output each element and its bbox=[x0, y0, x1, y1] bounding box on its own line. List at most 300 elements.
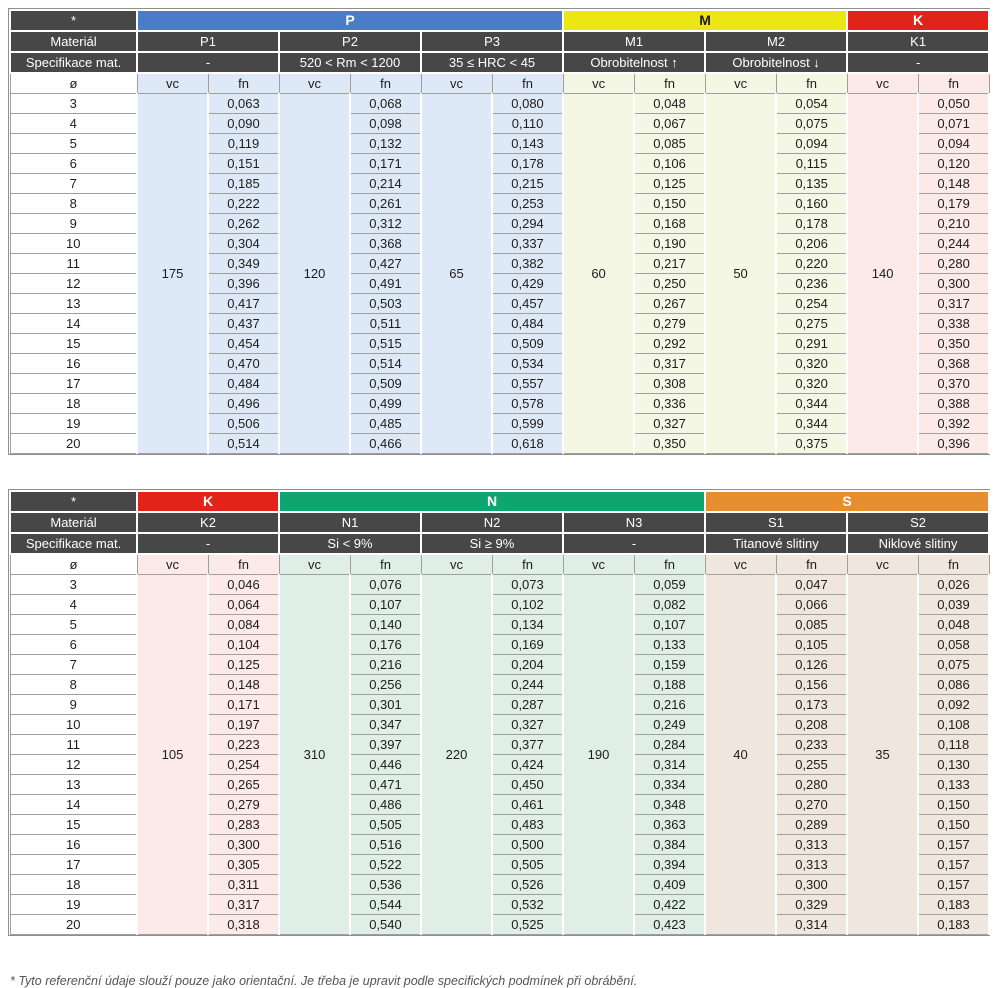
fn-value-S1: 0,329 bbox=[776, 895, 847, 915]
fn-value-K2: 0,064 bbox=[208, 595, 279, 615]
fn-value-S2: 0,157 bbox=[918, 855, 989, 875]
material-col-header-S1: S1 bbox=[705, 512, 847, 533]
spec-cell-M1: Obrobitelnost ↑ bbox=[563, 52, 705, 73]
fn-value-K2: 0,305 bbox=[208, 855, 279, 875]
fn-value-S2: 0,130 bbox=[918, 755, 989, 775]
material-group-band-S: S bbox=[705, 491, 989, 512]
diameter-cell: 4 bbox=[10, 114, 137, 134]
fn-value-P2: 0,509 bbox=[350, 374, 421, 394]
fn-value-M1: 0,317 bbox=[634, 354, 705, 374]
fn-value-P1: 0,506 bbox=[208, 414, 279, 434]
vc-header-P1: vc bbox=[137, 73, 208, 94]
fn-value-K1: 0,050 bbox=[918, 94, 989, 114]
fn-header-P3: fn bbox=[492, 73, 563, 94]
fn-value-M1: 0,168 bbox=[634, 214, 705, 234]
material-col-header-P2: P2 bbox=[279, 31, 421, 52]
fn-value-M2: 0,344 bbox=[776, 414, 847, 434]
fn-value-P2: 0,491 bbox=[350, 274, 421, 294]
diameter-cell: 5 bbox=[10, 134, 137, 154]
vc-value-M2: 50 bbox=[705, 94, 776, 454]
material-group-band-K: K bbox=[137, 491, 279, 512]
fn-value-P3: 0,484 bbox=[492, 314, 563, 334]
vc-value-P3: 65 bbox=[421, 94, 492, 454]
fn-value-P2: 0,132 bbox=[350, 134, 421, 154]
fn-value-M2: 0,320 bbox=[776, 374, 847, 394]
fn-value-N3: 0,422 bbox=[634, 895, 705, 915]
fn-value-M1: 0,308 bbox=[634, 374, 705, 394]
fn-value-M2: 0,094 bbox=[776, 134, 847, 154]
fn-value-S2: 0,150 bbox=[918, 795, 989, 815]
fn-value-M2: 0,220 bbox=[776, 254, 847, 274]
fn-value-N3: 0,314 bbox=[634, 755, 705, 775]
fn-value-K2: 0,311 bbox=[208, 875, 279, 895]
spec-cell-K1: - bbox=[847, 52, 989, 73]
diameter-cell: 19 bbox=[10, 414, 137, 434]
fn-header-P2: fn bbox=[350, 73, 421, 94]
fn-value-N1: 0,536 bbox=[350, 875, 421, 895]
fn-value-K2: 0,125 bbox=[208, 655, 279, 675]
fn-value-M1: 0,217 bbox=[634, 254, 705, 274]
fn-value-K1: 0,244 bbox=[918, 234, 989, 254]
fn-value-K1: 0,350 bbox=[918, 334, 989, 354]
diameter-cell: 16 bbox=[10, 354, 137, 374]
vc-value-N2: 220 bbox=[421, 575, 492, 935]
fn-value-K1: 0,317 bbox=[918, 294, 989, 314]
fn-value-K1: 0,388 bbox=[918, 394, 989, 414]
fn-value-P1: 0,119 bbox=[208, 134, 279, 154]
vc-value-N1: 310 bbox=[279, 575, 350, 935]
material-col-header-K1: K1 bbox=[847, 31, 989, 52]
fn-value-K2: 0,148 bbox=[208, 675, 279, 695]
material-row-label: Materiál bbox=[10, 31, 137, 52]
fn-value-S1: 0,233 bbox=[776, 735, 847, 755]
fn-value-N2: 0,450 bbox=[492, 775, 563, 795]
fn-value-N2: 0,204 bbox=[492, 655, 563, 675]
spec-cell-P2: 520 < Rm < 1200 bbox=[279, 52, 421, 73]
material-group-band-M: M bbox=[563, 10, 847, 31]
fn-value-N2: 0,525 bbox=[492, 915, 563, 935]
fn-value-K2: 0,254 bbox=[208, 755, 279, 775]
fn-value-K2: 0,318 bbox=[208, 915, 279, 935]
diameter-cell: 6 bbox=[10, 154, 137, 174]
fn-value-P2: 0,515 bbox=[350, 334, 421, 354]
fn-value-S1: 0,289 bbox=[776, 815, 847, 835]
fn-value-N3: 0,188 bbox=[634, 675, 705, 695]
data-table-2 bbox=[8, 489, 990, 936]
fn-value-N1: 0,522 bbox=[350, 855, 421, 875]
material-col-header-N3: N3 bbox=[563, 512, 705, 533]
diameter-cell: 15 bbox=[10, 334, 137, 354]
fn-value-S2: 0,118 bbox=[918, 735, 989, 755]
fn-value-P2: 0,499 bbox=[350, 394, 421, 414]
fn-value-P2: 0,171 bbox=[350, 154, 421, 174]
vc-value-K1: 140 bbox=[847, 94, 918, 454]
fn-value-P3: 0,215 bbox=[492, 174, 563, 194]
fn-value-N2: 0,505 bbox=[492, 855, 563, 875]
fn-value-K1: 0,280 bbox=[918, 254, 989, 274]
diameter-cell: 18 bbox=[10, 875, 137, 895]
vc-header-S2: vc bbox=[847, 554, 918, 575]
fn-value-M2: 0,054 bbox=[776, 94, 847, 114]
fn-value-N1: 0,471 bbox=[350, 775, 421, 795]
fn-value-P3: 0,457 bbox=[492, 294, 563, 314]
fn-value-P1: 0,437 bbox=[208, 314, 279, 334]
diameter-header: ø bbox=[10, 73, 137, 94]
material-group-band-K: K bbox=[847, 10, 989, 31]
fn-value-N2: 0,424 bbox=[492, 755, 563, 775]
fn-value-N1: 0,076 bbox=[350, 575, 421, 595]
fn-value-M1: 0,327 bbox=[634, 414, 705, 434]
fn-value-S2: 0,157 bbox=[918, 875, 989, 895]
fn-value-N2: 0,102 bbox=[492, 595, 563, 615]
fn-value-S2: 0,157 bbox=[918, 835, 989, 855]
vc-header-P2: vc bbox=[279, 73, 350, 94]
fn-value-M2: 0,291 bbox=[776, 334, 847, 354]
fn-value-S2: 0,026 bbox=[918, 575, 989, 595]
fn-value-N3: 0,363 bbox=[634, 815, 705, 835]
fn-value-N2: 0,327 bbox=[492, 715, 563, 735]
vc-value-P1: 175 bbox=[137, 94, 208, 454]
fn-value-P3: 0,618 bbox=[492, 434, 563, 454]
fn-value-S2: 0,150 bbox=[918, 815, 989, 835]
fn-value-N3: 0,409 bbox=[634, 875, 705, 895]
fn-value-N2: 0,073 bbox=[492, 575, 563, 595]
diameter-cell: 3 bbox=[10, 575, 137, 595]
fn-value-M1: 0,067 bbox=[634, 114, 705, 134]
fn-value-N3: 0,159 bbox=[634, 655, 705, 675]
fn-value-P1: 0,349 bbox=[208, 254, 279, 274]
fn-value-N2: 0,500 bbox=[492, 835, 563, 855]
fn-value-S1: 0,313 bbox=[776, 835, 847, 855]
fn-value-P2: 0,368 bbox=[350, 234, 421, 254]
spec-cell-K2: - bbox=[137, 533, 279, 554]
fn-value-P2: 0,098 bbox=[350, 114, 421, 134]
diameter-cell: 18 bbox=[10, 394, 137, 414]
diameter-cell: 16 bbox=[10, 835, 137, 855]
fn-value-M1: 0,250 bbox=[634, 274, 705, 294]
fn-value-N3: 0,107 bbox=[634, 615, 705, 635]
fn-value-S2: 0,058 bbox=[918, 635, 989, 655]
star-header-cell: * bbox=[10, 491, 137, 512]
material-col-header-N1: N1 bbox=[279, 512, 421, 533]
vc-header-N3: vc bbox=[563, 554, 634, 575]
fn-value-S1: 0,173 bbox=[776, 695, 847, 715]
fn-value-S1: 0,280 bbox=[776, 775, 847, 795]
fn-value-S1: 0,270 bbox=[776, 795, 847, 815]
diameter-cell: 7 bbox=[10, 655, 137, 675]
material-col-header-P1: P1 bbox=[137, 31, 279, 52]
material-col-header-P3: P3 bbox=[421, 31, 563, 52]
table-row bbox=[10, 94, 989, 114]
fn-value-K2: 0,265 bbox=[208, 775, 279, 795]
fn-value-P3: 0,337 bbox=[492, 234, 563, 254]
fn-value-M2: 0,254 bbox=[776, 294, 847, 314]
fn-value-S2: 0,075 bbox=[918, 655, 989, 675]
fn-value-N2: 0,532 bbox=[492, 895, 563, 915]
spec-cell-S1: Titanové slitiny bbox=[705, 533, 847, 554]
fn-value-N1: 0,446 bbox=[350, 755, 421, 775]
fn-value-K1: 0,370 bbox=[918, 374, 989, 394]
fn-header-N1: fn bbox=[350, 554, 421, 575]
footnote: * Tyto referenční údaje slouží pouze jako orientační. Je třeba je upravit podle specifických podmínek při obrábění. bbox=[10, 974, 638, 988]
fn-value-S2: 0,183 bbox=[918, 895, 989, 915]
fn-value-M1: 0,350 bbox=[634, 434, 705, 454]
fn-value-P1: 0,185 bbox=[208, 174, 279, 194]
fn-value-M1: 0,336 bbox=[634, 394, 705, 414]
vc-header-N1: vc bbox=[279, 554, 350, 575]
fn-value-M2: 0,236 bbox=[776, 274, 847, 294]
fn-value-P1: 0,063 bbox=[208, 94, 279, 114]
fn-value-K2: 0,279 bbox=[208, 795, 279, 815]
fn-value-S2: 0,108 bbox=[918, 715, 989, 735]
fn-header-M1: fn bbox=[634, 73, 705, 94]
fn-value-P2: 0,068 bbox=[350, 94, 421, 114]
fn-value-P2: 0,514 bbox=[350, 354, 421, 374]
fn-value-K1: 0,392 bbox=[918, 414, 989, 434]
fn-value-N2: 0,377 bbox=[492, 735, 563, 755]
fn-header-N2: fn bbox=[492, 554, 563, 575]
fn-value-M2: 0,115 bbox=[776, 154, 847, 174]
fn-value-N1: 0,544 bbox=[350, 895, 421, 915]
fn-value-K2: 0,223 bbox=[208, 735, 279, 755]
vc-value-P2: 120 bbox=[279, 94, 350, 454]
fn-value-S1: 0,066 bbox=[776, 595, 847, 615]
diameter-header: ø bbox=[10, 554, 137, 575]
diameter-cell: 17 bbox=[10, 855, 137, 875]
fn-value-N1: 0,301 bbox=[350, 695, 421, 715]
fn-value-N3: 0,384 bbox=[634, 835, 705, 855]
fn-value-M2: 0,320 bbox=[776, 354, 847, 374]
fn-value-P2: 0,312 bbox=[350, 214, 421, 234]
fn-value-M1: 0,279 bbox=[634, 314, 705, 334]
fn-value-M2: 0,275 bbox=[776, 314, 847, 334]
fn-value-M1: 0,292 bbox=[634, 334, 705, 354]
fn-value-M2: 0,160 bbox=[776, 194, 847, 214]
material-group-band-N: N bbox=[279, 491, 705, 512]
fn-value-K2: 0,084 bbox=[208, 615, 279, 635]
fn-value-K2: 0,171 bbox=[208, 695, 279, 715]
star-header-cell: * bbox=[10, 10, 137, 31]
fn-value-N1: 0,176 bbox=[350, 635, 421, 655]
diameter-cell: 12 bbox=[10, 274, 137, 294]
diameter-cell: 14 bbox=[10, 314, 137, 334]
diameter-cell: 13 bbox=[10, 775, 137, 795]
fn-value-P1: 0,396 bbox=[208, 274, 279, 294]
fn-value-S1: 0,208 bbox=[776, 715, 847, 735]
spec-cell-N3: - bbox=[563, 533, 705, 554]
fn-value-N3: 0,249 bbox=[634, 715, 705, 735]
material-col-header-K2: K2 bbox=[137, 512, 279, 533]
diameter-cell: 10 bbox=[10, 234, 137, 254]
fn-value-S1: 0,085 bbox=[776, 615, 847, 635]
fn-value-N1: 0,486 bbox=[350, 795, 421, 815]
fn-value-N2: 0,526 bbox=[492, 875, 563, 895]
vc-header-M2: vc bbox=[705, 73, 776, 94]
diameter-cell: 17 bbox=[10, 374, 137, 394]
fn-value-K1: 0,368 bbox=[918, 354, 989, 374]
fn-value-P1: 0,262 bbox=[208, 214, 279, 234]
vc-value-M1: 60 bbox=[563, 94, 634, 454]
fn-value-S1: 0,126 bbox=[776, 655, 847, 675]
vc-header-P3: vc bbox=[421, 73, 492, 94]
diameter-cell: 13 bbox=[10, 294, 137, 314]
material-row-label: Materiál bbox=[10, 512, 137, 533]
fn-value-P1: 0,151 bbox=[208, 154, 279, 174]
fn-value-K1: 0,179 bbox=[918, 194, 989, 214]
fn-value-P1: 0,090 bbox=[208, 114, 279, 134]
fn-value-P1: 0,417 bbox=[208, 294, 279, 314]
material-col-header-S2: S2 bbox=[847, 512, 989, 533]
fn-value-P1: 0,222 bbox=[208, 194, 279, 214]
fn-value-K2: 0,300 bbox=[208, 835, 279, 855]
fn-value-N1: 0,140 bbox=[350, 615, 421, 635]
vc-value-S1: 40 bbox=[705, 575, 776, 935]
diameter-cell: 19 bbox=[10, 895, 137, 915]
fn-value-N2: 0,483 bbox=[492, 815, 563, 835]
fn-value-N2: 0,287 bbox=[492, 695, 563, 715]
fn-value-P3: 0,382 bbox=[492, 254, 563, 274]
fn-value-N2: 0,244 bbox=[492, 675, 563, 695]
fn-value-S1: 0,047 bbox=[776, 575, 847, 595]
fn-value-K2: 0,104 bbox=[208, 635, 279, 655]
fn-value-M2: 0,344 bbox=[776, 394, 847, 414]
fn-value-K2: 0,046 bbox=[208, 575, 279, 595]
diameter-cell: 5 bbox=[10, 615, 137, 635]
fn-value-P2: 0,511 bbox=[350, 314, 421, 334]
fn-header-P1: fn bbox=[208, 73, 279, 94]
spec-row-label: Specifikace mat. bbox=[10, 533, 137, 554]
fn-value-M1: 0,125 bbox=[634, 174, 705, 194]
diameter-cell: 7 bbox=[10, 174, 137, 194]
fn-value-S2: 0,092 bbox=[918, 695, 989, 715]
fn-value-N3: 0,348 bbox=[634, 795, 705, 815]
fn-value-P2: 0,503 bbox=[350, 294, 421, 314]
fn-value-N3: 0,334 bbox=[634, 775, 705, 795]
fn-value-K1: 0,210 bbox=[918, 214, 989, 234]
fn-value-P1: 0,514 bbox=[208, 434, 279, 454]
fn-value-P3: 0,599 bbox=[492, 414, 563, 434]
fn-value-K1: 0,120 bbox=[918, 154, 989, 174]
fn-value-N1: 0,397 bbox=[350, 735, 421, 755]
fn-value-P2: 0,485 bbox=[350, 414, 421, 434]
fn-value-N3: 0,133 bbox=[634, 635, 705, 655]
fn-value-M1: 0,106 bbox=[634, 154, 705, 174]
fn-value-N3: 0,394 bbox=[634, 855, 705, 875]
spec-cell-P1: - bbox=[137, 52, 279, 73]
vc-header-S1: vc bbox=[705, 554, 776, 575]
fn-value-M1: 0,085 bbox=[634, 134, 705, 154]
fn-value-M2: 0,206 bbox=[776, 234, 847, 254]
spec-row-label: Specifikace mat. bbox=[10, 52, 137, 73]
fn-value-N1: 0,347 bbox=[350, 715, 421, 735]
fn-value-N2: 0,461 bbox=[492, 795, 563, 815]
fn-value-S2: 0,086 bbox=[918, 675, 989, 695]
fn-value-P2: 0,466 bbox=[350, 434, 421, 454]
cutting-data-tables bbox=[8, 8, 992, 936]
fn-value-P1: 0,484 bbox=[208, 374, 279, 394]
table-row bbox=[10, 575, 989, 595]
fn-value-P3: 0,110 bbox=[492, 114, 563, 134]
spec-cell-N2: Si ≥ 9% bbox=[421, 533, 563, 554]
diameter-cell: 3 bbox=[10, 94, 137, 114]
diameter-cell: 11 bbox=[10, 735, 137, 755]
diameter-cell: 6 bbox=[10, 635, 137, 655]
fn-value-N1: 0,107 bbox=[350, 595, 421, 615]
fn-value-M1: 0,048 bbox=[634, 94, 705, 114]
fn-value-P3: 0,178 bbox=[492, 154, 563, 174]
diameter-cell: 10 bbox=[10, 715, 137, 735]
vc-header-K2: vc bbox=[137, 554, 208, 575]
diameter-cell: 9 bbox=[10, 695, 137, 715]
fn-value-P3: 0,294 bbox=[492, 214, 563, 234]
fn-value-K2: 0,283 bbox=[208, 815, 279, 835]
fn-value-P3: 0,429 bbox=[492, 274, 563, 294]
fn-value-N1: 0,540 bbox=[350, 915, 421, 935]
spec-cell-M2: Obrobitelnost ↓ bbox=[705, 52, 847, 73]
fn-value-S1: 0,314 bbox=[776, 915, 847, 935]
fn-value-M1: 0,267 bbox=[634, 294, 705, 314]
fn-value-P3: 0,143 bbox=[492, 134, 563, 154]
fn-header-S2: fn bbox=[918, 554, 989, 575]
fn-value-S2: 0,039 bbox=[918, 595, 989, 615]
fn-value-N3: 0,423 bbox=[634, 915, 705, 935]
fn-value-S1: 0,156 bbox=[776, 675, 847, 695]
diameter-cell: 14 bbox=[10, 795, 137, 815]
diameter-cell: 15 bbox=[10, 815, 137, 835]
fn-value-M2: 0,178 bbox=[776, 214, 847, 234]
fn-value-K1: 0,396 bbox=[918, 434, 989, 454]
fn-value-K1: 0,094 bbox=[918, 134, 989, 154]
fn-value-K1: 0,338 bbox=[918, 314, 989, 334]
fn-value-S1: 0,255 bbox=[776, 755, 847, 775]
fn-value-M1: 0,150 bbox=[634, 194, 705, 214]
fn-value-K1: 0,071 bbox=[918, 114, 989, 134]
fn-value-S2: 0,048 bbox=[918, 615, 989, 635]
vc-header-N2: vc bbox=[421, 554, 492, 575]
fn-value-M2: 0,075 bbox=[776, 114, 847, 134]
diameter-cell: 12 bbox=[10, 755, 137, 775]
fn-value-P1: 0,454 bbox=[208, 334, 279, 354]
fn-value-K2: 0,317 bbox=[208, 895, 279, 915]
fn-value-S2: 0,183 bbox=[918, 915, 989, 935]
fn-value-S2: 0,133 bbox=[918, 775, 989, 795]
vc-header-M1: vc bbox=[563, 73, 634, 94]
fn-header-K2: fn bbox=[208, 554, 279, 575]
fn-value-N1: 0,516 bbox=[350, 835, 421, 855]
fn-value-P3: 0,578 bbox=[492, 394, 563, 414]
fn-value-P3: 0,509 bbox=[492, 334, 563, 354]
fn-value-M2: 0,135 bbox=[776, 174, 847, 194]
fn-value-P2: 0,214 bbox=[350, 174, 421, 194]
fn-value-N3: 0,082 bbox=[634, 595, 705, 615]
material-col-header-M2: M2 bbox=[705, 31, 847, 52]
fn-value-P3: 0,534 bbox=[492, 354, 563, 374]
fn-value-K1: 0,300 bbox=[918, 274, 989, 294]
fn-value-N3: 0,059 bbox=[634, 575, 705, 595]
fn-value-P3: 0,080 bbox=[492, 94, 563, 114]
fn-value-K2: 0,197 bbox=[208, 715, 279, 735]
fn-value-P1: 0,304 bbox=[208, 234, 279, 254]
vc-value-S2: 35 bbox=[847, 575, 918, 935]
vc-value-N3: 190 bbox=[563, 575, 634, 935]
fn-header-S1: fn bbox=[776, 554, 847, 575]
diameter-cell: 20 bbox=[10, 915, 137, 935]
fn-value-P2: 0,427 bbox=[350, 254, 421, 274]
fn-value-N3: 0,284 bbox=[634, 735, 705, 755]
spec-cell-P3: 35 ≤ HRC < 45 bbox=[421, 52, 563, 73]
fn-value-N1: 0,256 bbox=[350, 675, 421, 695]
material-col-header-M1: M1 bbox=[563, 31, 705, 52]
